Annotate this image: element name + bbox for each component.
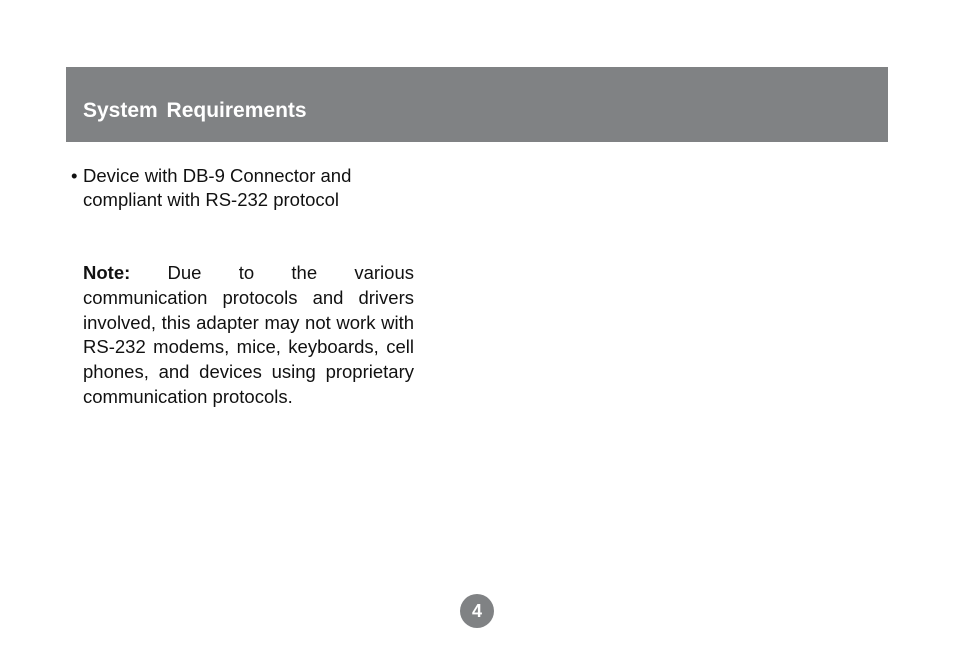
requirements-list <box>71 164 411 212</box>
requirement-text: Device with DB-9 Connector and compliant with RS-232 protocol <box>83 165 352 210</box>
page-number: 4 <box>471 601 482 621</box>
requirement-item <box>71 164 411 212</box>
section-title: System Requirements <box>83 99 307 122</box>
bullet-icon: • <box>71 165 78 186</box>
page-number-badge <box>460 594 494 628</box>
note-paragraph <box>83 261 414 410</box>
section-header-bar <box>66 67 888 142</box>
note-label: Note: <box>83 262 131 283</box>
note-text: Due to the various communication protocols and drivers involved, this adapter may not work with RS-232 modems, mice, keyboards, cell phones, and devices using proprietary communication protocols. <box>83 262 414 407</box>
